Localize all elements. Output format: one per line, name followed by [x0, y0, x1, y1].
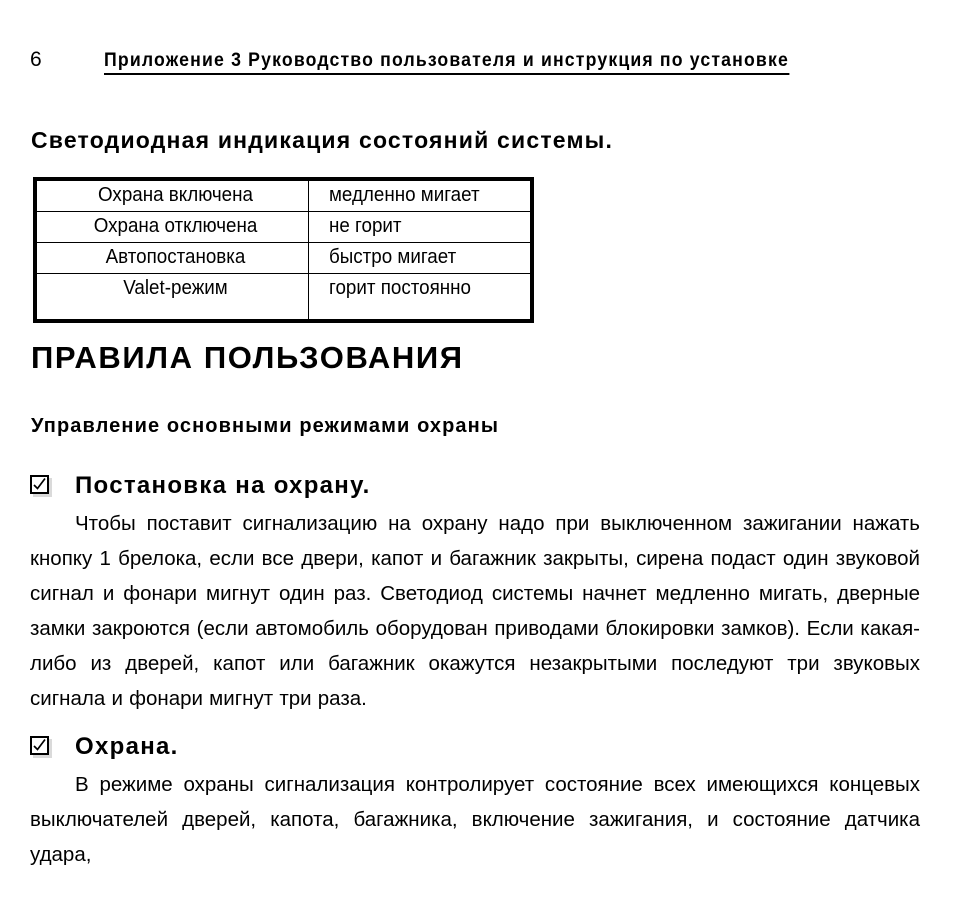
subsection-heading: Управление основными режимами охраны: [31, 415, 500, 437]
table-cell-state: Valet-режим: [37, 274, 309, 320]
checked-checkbox-icon: [30, 736, 49, 755]
chapter-title: ПРАВИЛА ПОЛЬЗОВАНИЯ: [31, 340, 464, 375]
section-heading-row: [30, 472, 930, 504]
page-number: 6: [30, 48, 42, 71]
table-cell-indication: медленно мигает: [309, 181, 531, 212]
running-header-title: Приложение 3 Руководство пользователя и инструкция по установке: [104, 49, 789, 75]
checked-checkbox-icon: [30, 475, 49, 494]
table-cell-state: Охрана отключена: [37, 212, 309, 243]
section-title: Охрана.: [75, 733, 179, 760]
table-cell-indication: горит постоянно: [309, 274, 531, 320]
section-heading-row: [30, 733, 930, 765]
led-status-table: [33, 177, 534, 323]
section-body-text: Чтобы поставит сигнализацию на охрану надо при выключенном зажигании нажать кнопку 1 брелока, если все двери, капот и багажник закрыты, сирена подаст один звуковой сигнал и фонари мигнут один раз. Светодиод системы начнет медленно мигать, дверные замки закроются (если автомобиль оборудован приводами блокировки замков). Если какая-либо из дверей, капот или багажник окажутся незакрытыми последуют три звуковых сигнала и фонари мигнут три раза.: [30, 512, 920, 710]
table-cell-state: Автопостановка: [37, 243, 309, 274]
table-row: [37, 212, 531, 243]
section-title: Постановка на охрану.: [75, 472, 371, 499]
table-cell-state: Охрана включена: [37, 181, 309, 212]
table-row: [37, 181, 531, 212]
table-cell-indication: не горит: [309, 212, 531, 243]
running-header: [0, 48, 954, 80]
section-body-text: В режиме охраны сигнализация контролирует состояние всех имеющихся концевых выключателей дверей, капота, багажника, включение зажигания, и состояние датчика удара,: [30, 773, 920, 866]
section-arming: [30, 472, 930, 710]
table-cell-indication: быстро мигает: [309, 243, 531, 274]
table-row: [37, 243, 531, 274]
section-guard-mode: [30, 733, 930, 866]
led-section-heading: Светодиодная индикация состояний системы.: [31, 127, 614, 153]
table-row: [37, 274, 531, 320]
